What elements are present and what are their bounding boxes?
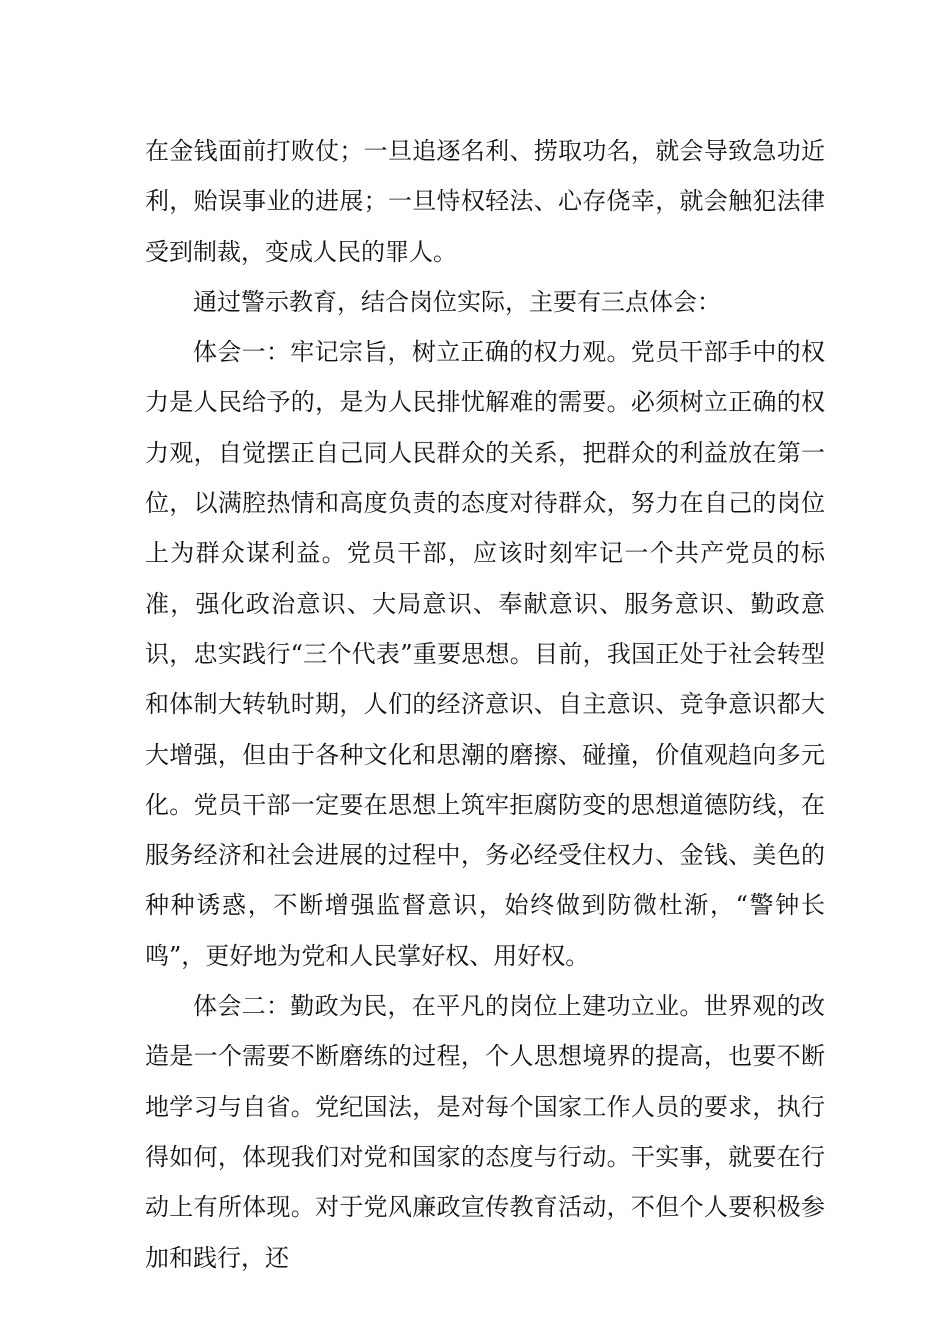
document-body xyxy=(145,126,825,1283)
paragraph-intro-three-points: 通过警示教育，结合岗位实际，主要有三点体会： xyxy=(193,287,721,316)
paragraph-continuation: 在金钱面前打败仗；一旦追逐名利、捞取功名，就会导致急功近利，贻误事业的进展；一旦恃权轻法、心存侥幸，就会触犯法律受到制裁，变成人民的罪人。 xyxy=(145,137,825,266)
paragraph-point-one: 体会一：牢记宗旨，树立正确的权力观。党员干部手中的权力是人民给予的，是为人民排忧解难的需要。必须树立正确的权力观，自觉摆正自己同人民群众的关系，把群众的利益放在第一位，以满腔热情和高度负责的态度对待群众，努力在自己的岗位上为群众谋利益。党员干部，应该时刻牢记一个共产党员的标准，强化政治意识、大局意识、奉献意识、服务意识、勤政意识，忠实践行“三个代表”重要思想。目前，我国正处于社会转型和体制大转轨时期，人们的经济意识、自主意识、竞争意识都大大增强，但由于各种文化和思潮的磨擦、碰撞，价值观趋向多元化。党员干部一定要在思想上筑牢拒腐防变的思想道德防线，在服务经济和社会进展的过程中，务必经受住权力、金钱、美色的种种诱惑，不断增强监督意识，始终做到防微杜渐，“警钟长鸣”，更好地为党和人民掌好权、用好权。 xyxy=(145,338,825,970)
paragraph-point-two: 体会二：勤政为民，在平凡的岗位上建功立业。世界观的改造是一个需要不断磨练的过程，个人思想境界的提高，也要不断地学习与自省。党纪国法，是对每个国家工作人员的要求，执行得如何，体现我们对党和国家的态度与行动。干实事，就要在行动上有所体现。对于党风廉政宣传教育活动，不但个人要积极参加和践行，还 xyxy=(145,992,825,1272)
